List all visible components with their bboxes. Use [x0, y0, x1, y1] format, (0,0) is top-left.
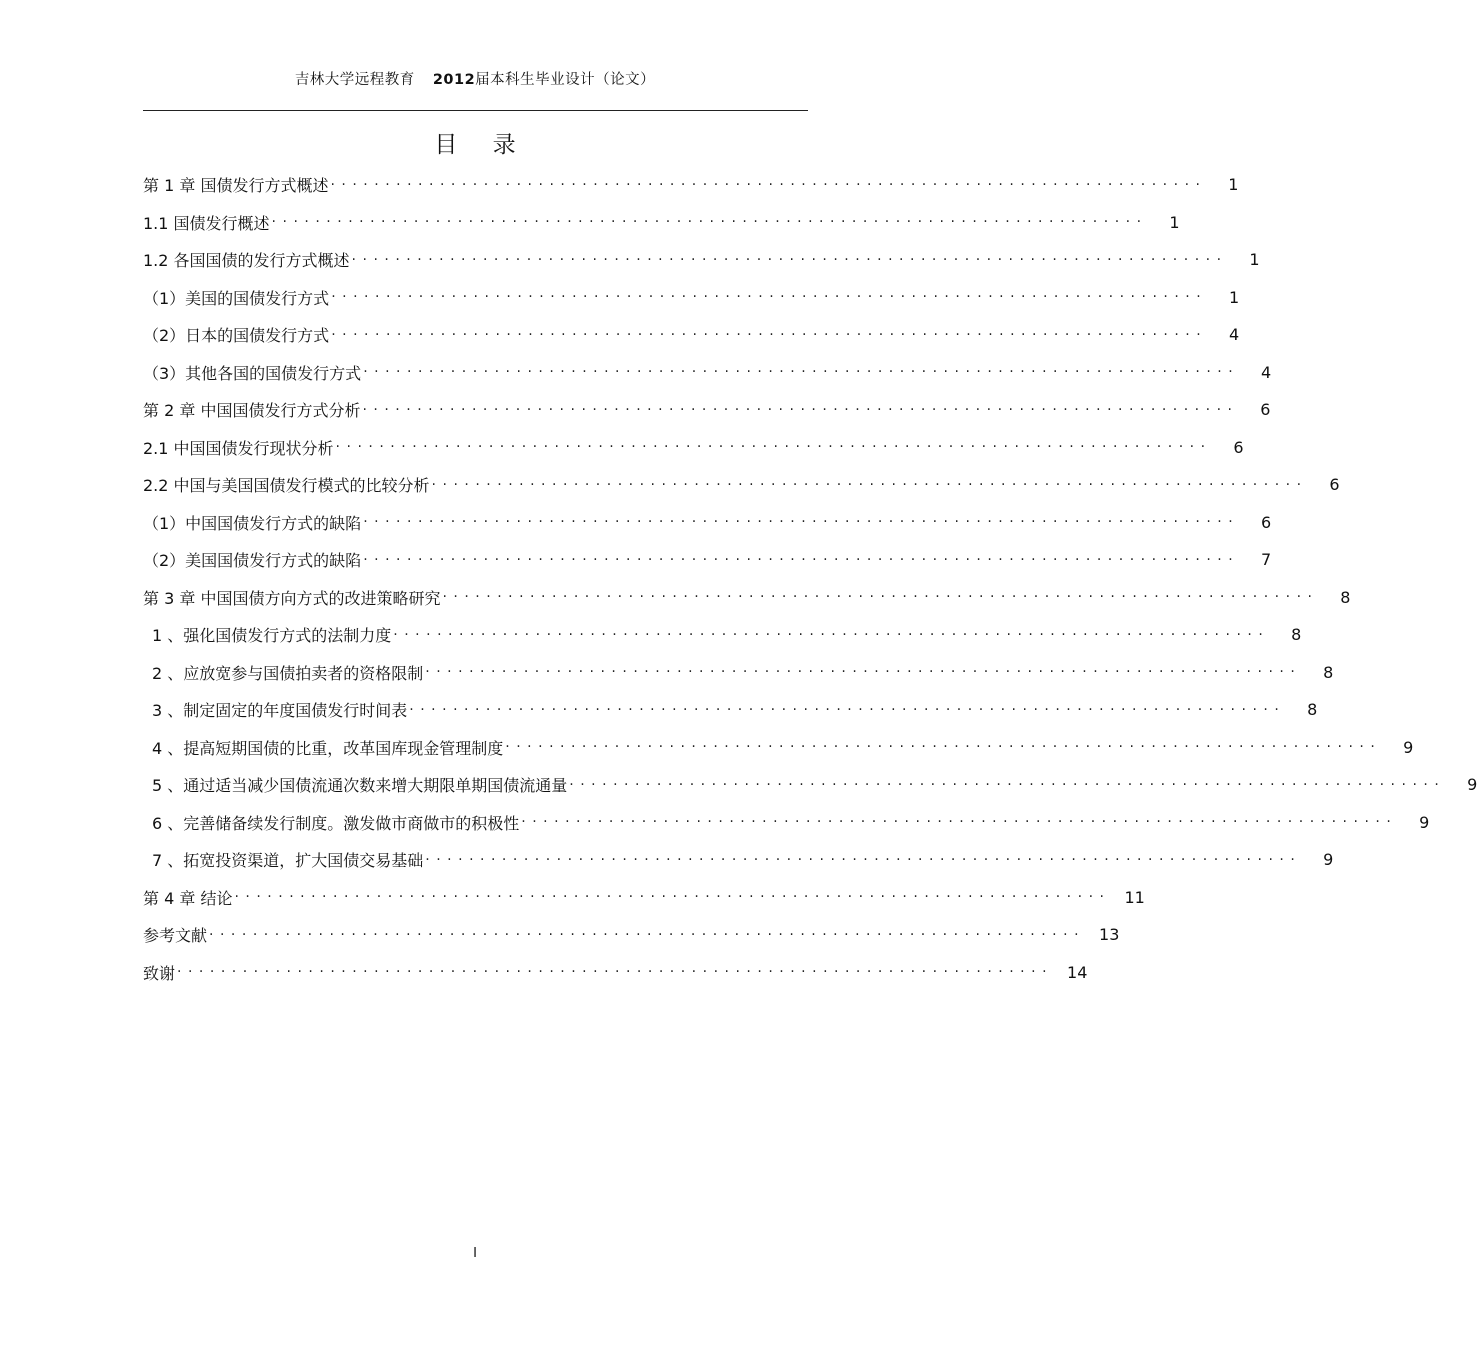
toc-entry[interactable]: [143, 804, 1430, 842]
table-of-contents: [143, 166, 1477, 991]
toc-entry[interactable]: [143, 279, 1240, 317]
toc-entry-label: 第 4 章 结论: [143, 888, 233, 908]
toc-entry[interactable]: [143, 204, 1180, 242]
toc-entry-page: 1: [1229, 287, 1240, 307]
toc-dot-leader: ················································································: [431, 476, 1308, 493]
toc-entry-page: 1: [1169, 212, 1180, 232]
toc-dot-leader: ················································································: [569, 776, 1446, 793]
toc-entry-page: 11: [1124, 887, 1145, 907]
toc-dot-leader: ················································································: [363, 551, 1240, 568]
toc-dot-leader: ················································································: [363, 514, 1240, 531]
toc-entry-label: 7 、拓宽投资渠道，扩大国债交易基础: [152, 851, 424, 871]
toc-dot-leader: ················································································: [409, 701, 1286, 718]
toc-entry-label: （2）日本的国债发行方式: [143, 326, 330, 346]
toc-entry-label: （1）美国的国债发行方式: [143, 288, 330, 308]
toc-dot-leader: ················································································: [363, 364, 1240, 381]
toc-entry-page: 13: [1099, 925, 1120, 945]
toc-entry-page: 7: [1261, 550, 1272, 570]
toc-entry-label: 第 1 章 国债发行方式概述: [143, 176, 329, 196]
toc-dot-leader: ················································································: [177, 964, 1054, 981]
toc-entry[interactable]: [143, 916, 1120, 954]
toc-entry-page: 6: [1329, 475, 1340, 495]
toc-entry-label: 1.2 各国国债的发行方式概述: [143, 251, 350, 271]
toc-entry-label: （1）中国国债发行方式的缺陷: [143, 513, 362, 533]
toc-entry-label: 第 3 章 中国国债方向方式的改进策略研究: [143, 588, 441, 608]
toc-dot-leader: ················································································: [330, 176, 1207, 193]
header-school: 吉林大学远程教育: [294, 72, 415, 88]
toc-entry-page: 6: [1233, 437, 1244, 457]
toc-entry-label: 致谢: [143, 963, 176, 983]
toc-entry-label: 1 、强化国债发行方式的法制力度: [152, 626, 392, 646]
toc-entry[interactable]: [143, 841, 1334, 879]
toc-entry[interactable]: [143, 654, 1334, 692]
toc-entry-label: 参考文献: [143, 926, 208, 946]
toc-entry-label: 2.2 中国与美国国债发行模式的比较分析: [143, 476, 430, 496]
header-title: 届本科生毕业设计（论文）: [475, 72, 656, 88]
toc-dot-leader: ················································································: [393, 626, 1270, 643]
toc-entry-label: （2）美国国债发行方式的缺陷: [143, 551, 362, 571]
toc-dot-leader: ················································································: [209, 926, 1086, 943]
toc-entry-label: （3）其他各国的国债发行方式: [143, 363, 362, 383]
toc-entry-page: 8: [1307, 700, 1318, 720]
toc-entry-page: 9: [1419, 812, 1430, 832]
toc-entry-page: 1: [1228, 175, 1239, 195]
toc-dot-leader: ················································································: [331, 289, 1208, 306]
toc-entry-page: 6: [1260, 400, 1271, 420]
toc-entry[interactable]: [143, 579, 1351, 617]
toc-entry[interactable]: [143, 466, 1340, 504]
page-number: I: [473, 1246, 477, 1261]
toc-entry-label: 4 、提高短期国债的比重，改革国库现金管理制度: [152, 738, 504, 758]
toc-entry-label: 6 、完善储备续发行制度。激发做市商做市的积极性: [152, 813, 520, 833]
header-rule: [143, 110, 808, 111]
toc-dot-leader: ················································································: [234, 889, 1111, 906]
toc-entry[interactable]: [143, 879, 1145, 917]
toc-entry[interactable]: [143, 429, 1244, 467]
toc-entry-page: 9: [1323, 850, 1334, 870]
toc-entry-page: 8: [1340, 587, 1351, 607]
toc-dot-leader: ················································································: [442, 589, 1319, 606]
toc-entry[interactable]: [143, 729, 1414, 767]
toc-entry-label: 5 、通过适当减少国债流通次数来增大期限单期国债流通量: [152, 776, 568, 796]
toc-entry-page: 4: [1229, 325, 1240, 345]
toc-dot-leader: ················································································: [505, 739, 1382, 756]
toc-dot-leader: ················································································: [521, 814, 1398, 831]
toc-entry[interactable]: [143, 504, 1272, 542]
toc-entry-label: 1.1 国债发行概述: [143, 213, 270, 233]
toc-entry[interactable]: [143, 316, 1240, 354]
toc-entry[interactable]: [143, 766, 1477, 804]
toc-dot-leader: ················································································: [331, 326, 1208, 343]
toc-entry-page: 14: [1067, 962, 1088, 982]
toc-dot-leader: ················································································: [425, 664, 1302, 681]
toc-entry-label: 第 2 章 中国国债发行方式分析: [143, 401, 361, 421]
toc-entry-page: 1: [1249, 250, 1260, 270]
toc-entry[interactable]: [143, 691, 1318, 729]
toc-entry-label: 2 、应放宽参与国债拍卖者的资格限制: [152, 663, 424, 683]
toc-title: 目 录: [434, 132, 530, 158]
toc-entry-page: 8: [1323, 662, 1334, 682]
toc-entry[interactable]: [143, 354, 1272, 392]
toc-entry[interactable]: [143, 954, 1088, 992]
toc-dot-leader: ················································································: [362, 401, 1239, 418]
toc-entry-page: 4: [1261, 362, 1272, 382]
toc-entry[interactable]: [143, 541, 1272, 579]
page-header: [0, 68, 950, 89]
toc-dot-leader: ················································································: [335, 439, 1212, 456]
toc-entry[interactable]: [143, 166, 1239, 204]
header-year: 2012: [432, 72, 476, 88]
toc-dot-leader: ················································································: [425, 851, 1302, 868]
toc-entry[interactable]: [143, 616, 1302, 654]
toc-entry[interactable]: [143, 241, 1260, 279]
toc-dot-leader: ················································································: [271, 214, 1148, 231]
toc-entry-page: 9: [1467, 775, 1477, 795]
toc-dot-leader: ················································································: [351, 251, 1228, 268]
toc-entry-label: 2.1 中国国债发行现状分析: [143, 438, 334, 458]
toc-entry-page: 9: [1403, 737, 1414, 757]
toc-entry[interactable]: [143, 391, 1271, 429]
toc-entry-label: 3 、制定固定的年度国债发行时间表: [152, 701, 408, 721]
toc-entry-page: 8: [1291, 625, 1302, 645]
toc-entry-page: 6: [1261, 512, 1272, 532]
